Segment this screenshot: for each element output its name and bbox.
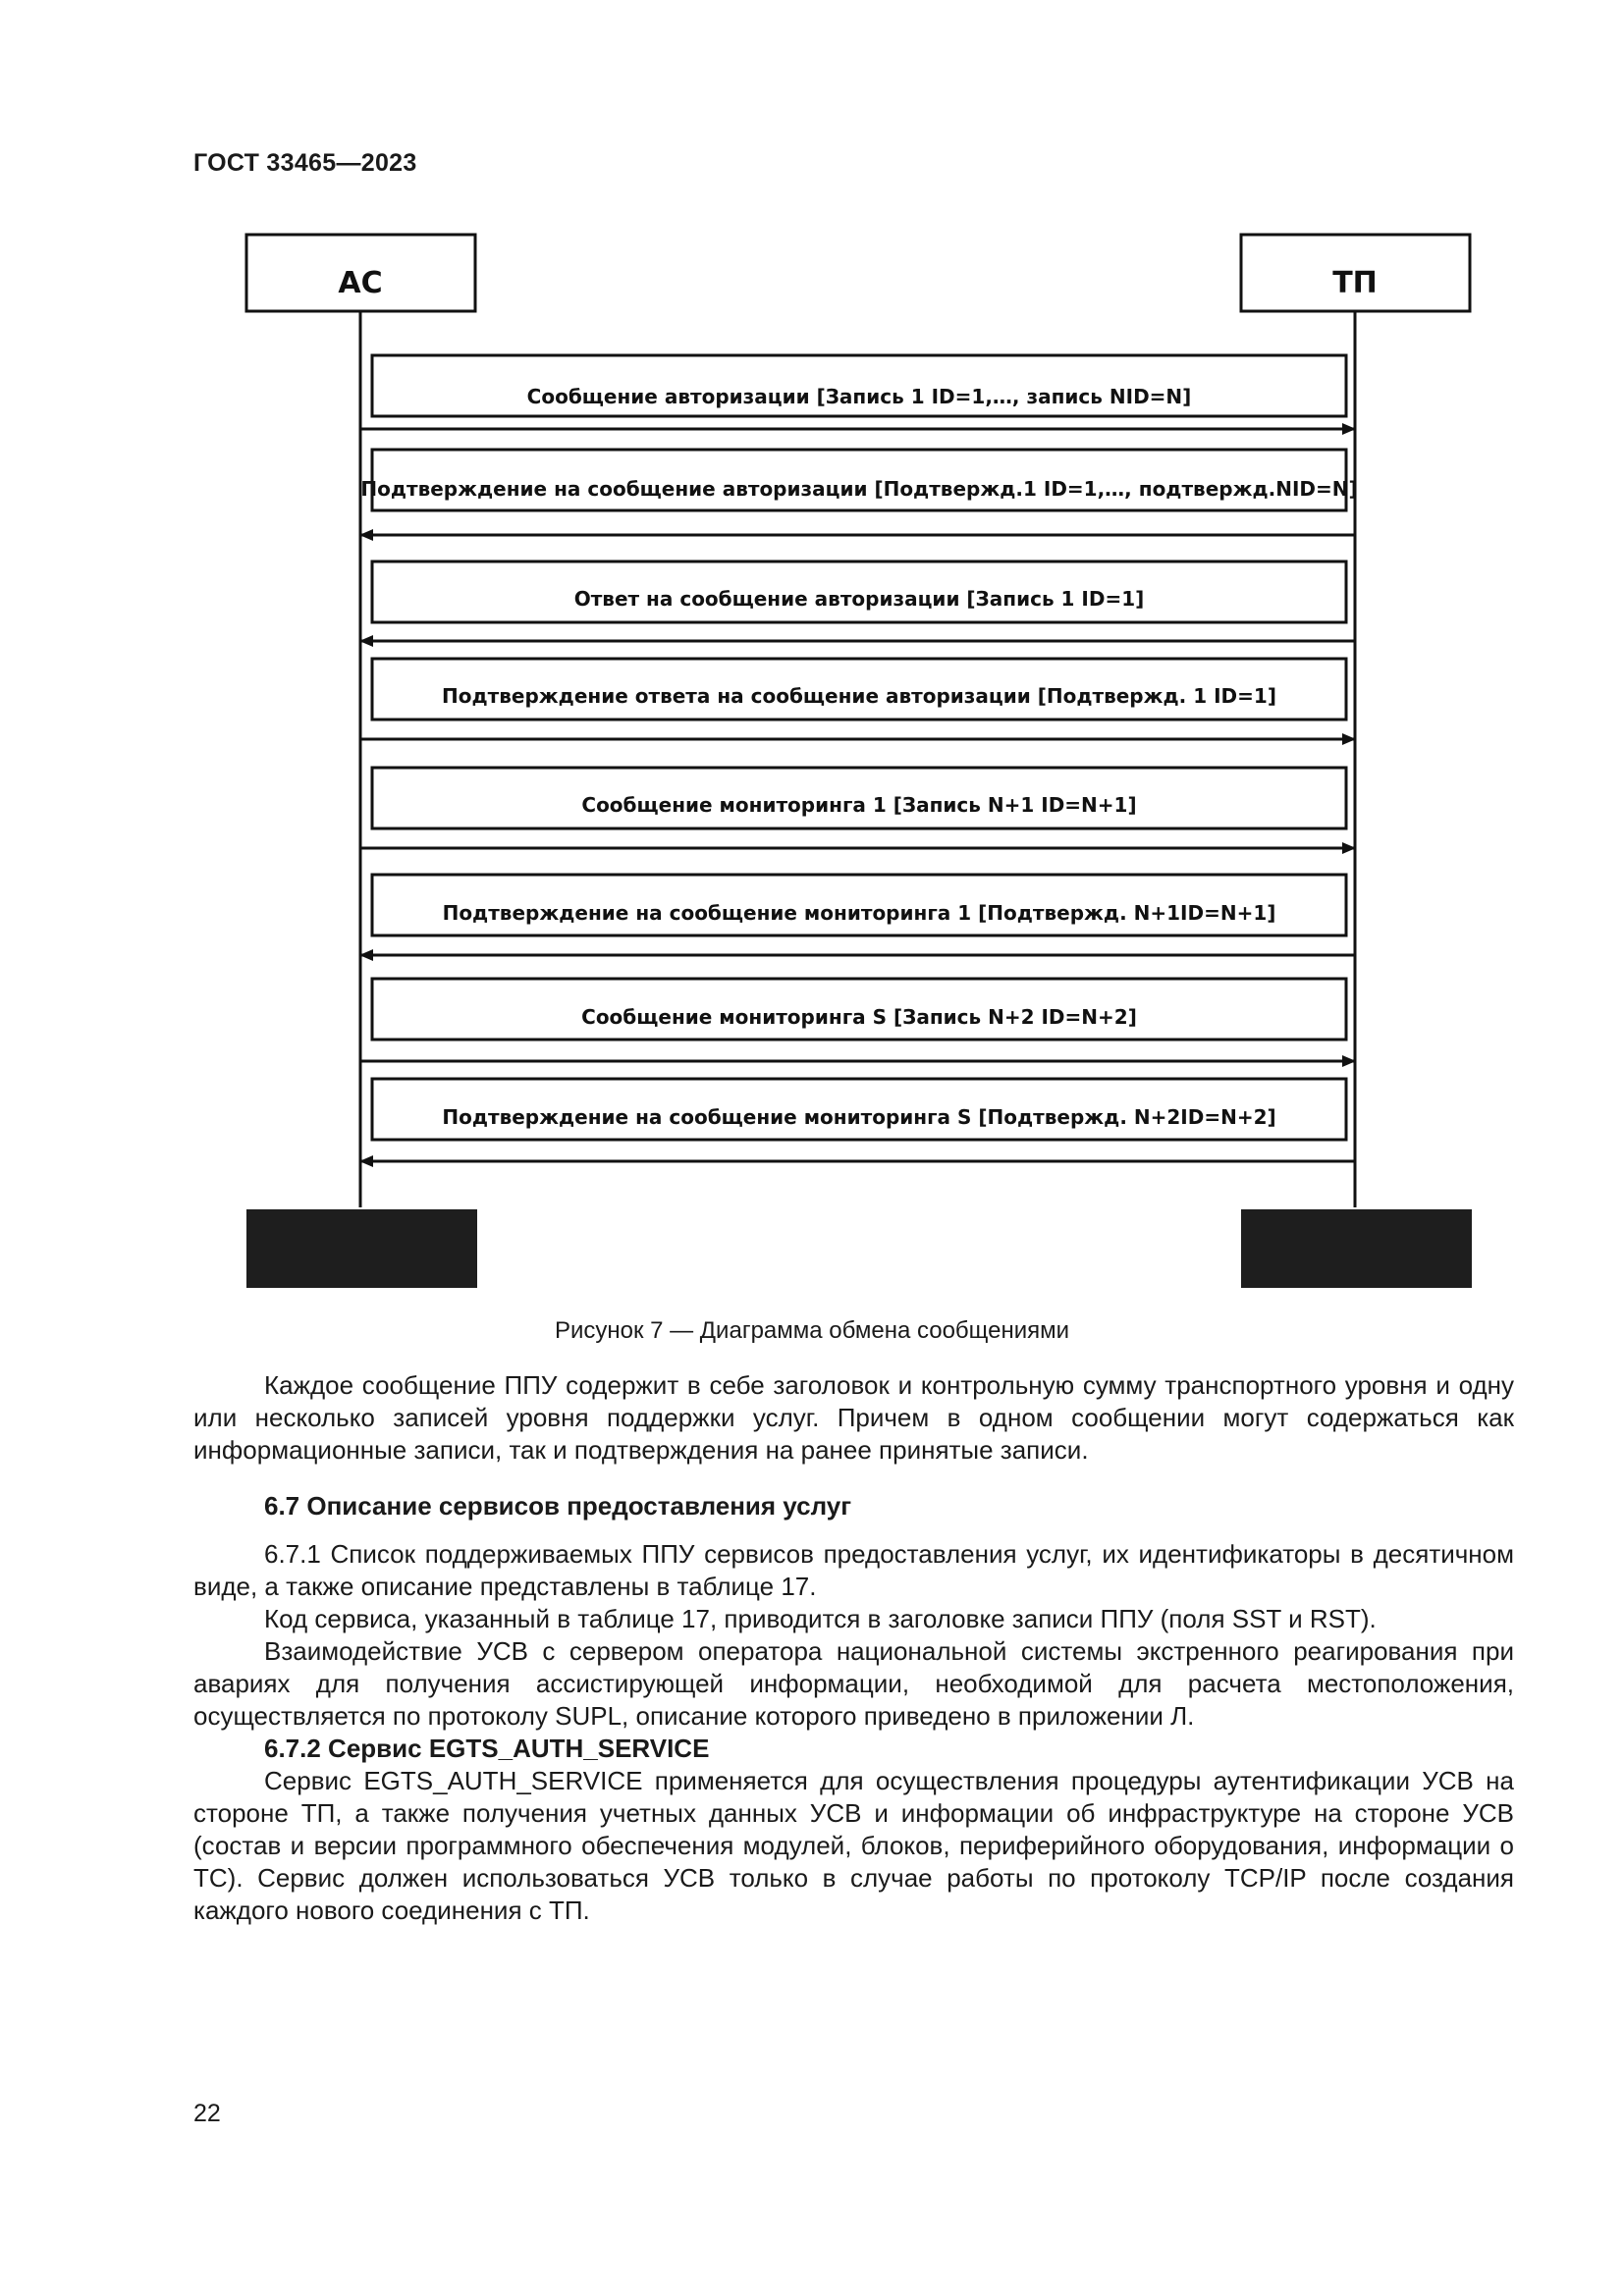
figure-caption: Рисунок 7 — Диаграмма обмена сообщениями	[554, 1317, 1070, 1344]
document-header: ГОСТ 33465—2023	[193, 149, 417, 177]
lifeline-end-tp	[1241, 1209, 1472, 1288]
body-text-section-6-7	[193, 1490, 1514, 1522]
message-label-4: Подтверждение ответа на сообщение авторизации [Подтвержд. 1 ID=1]	[442, 684, 1276, 708]
message-label-2: Подтверждение на сообщение авторизации [Подтвержд.1 ID=1,…, подтвержд.NID=N]	[360, 477, 1358, 501]
actor-label-tp: ТП	[1332, 266, 1378, 300]
paragraph-service-code: Код сервиса, указанный в таблице 17, приводится в заголовке записи ППУ (поля SST и RST).	[264, 1604, 1377, 1633]
message-label-7: Сообщение мониторинга S [Запись N+2 ID=N+2]	[581, 1005, 1137, 1029]
heading-6-7-2: 6.7.2 Сервис EGTS_AUTH_SERVICE	[264, 1734, 710, 1763]
page-number: 22	[193, 2100, 221, 2127]
message-label-8: Подтверждение на сообщение мониторинга S [Подтвержд. N+2ID=N+2]	[442, 1105, 1276, 1129]
message-label-1: Сообщение авторизации [Запись 1 ID=1,…, запись NID=N]	[526, 385, 1192, 408]
paragraph-6-7-1: 6.7.1 Список поддерживаемых ППУ сервисов предоставления услуг, их идентификаторы в десятичном виде, а также описание представлены в таблице 17.	[193, 1539, 1514, 1601]
heading-6-7: 6.7 Описание сервисов предоставления услуг	[264, 1491, 852, 1521]
paragraph-supl: Взаимодействие УСВ с сервером оператора национальной системы экстренного реагирования при авариях для получения ассистирующей информации, необходимой для расчета местоположения, осуществляется по протоколу SUPL, описание которого приведено в приложении Л.	[193, 1636, 1514, 1731]
lifeline-end-ac	[246, 1209, 477, 1288]
message-label-3: Ответ на сообщение авторизации [Запись 1 ID=1]	[573, 587, 1145, 611]
paragraph-message-structure: Каждое сообщение ППУ содержит в себе заголовок и контрольную сумму транспортного уровня и одну или несколько записей уровня поддержки услуг. Причем в одном сообщении могут содержаться как информационные записи, так и подтверждения на ранее принятые записи.	[193, 1370, 1514, 1465]
paragraph-6-7-2: Сервис EGTS_AUTH_SERVICE применяется для осуществления процедуры аутентификации УСВ на стороне ТП, а также получения учетных данных УСВ и информации об инфраструктуре на стороне УСВ (состав и версии программного обеспечения модулей, блоков, периферийного оборудования, информации о ТС). Сервис должен использоваться УСВ только в случае работы по протоколу TCP/IP после создания каждого нового соединения с ТП.	[193, 1766, 1514, 1925]
message-label-5: Сообщение мониторинга 1 [Запись N+1 ID=N+1]	[581, 793, 1137, 817]
body-text-upper	[193, 1369, 1514, 1467]
actor-label-ac: АС	[338, 266, 383, 300]
body-text-lower	[193, 1538, 1514, 1927]
message-label-6: Подтверждение на сообщение мониторинга 1 [Подтвержд. N+1ID=N+1]	[442, 901, 1276, 925]
